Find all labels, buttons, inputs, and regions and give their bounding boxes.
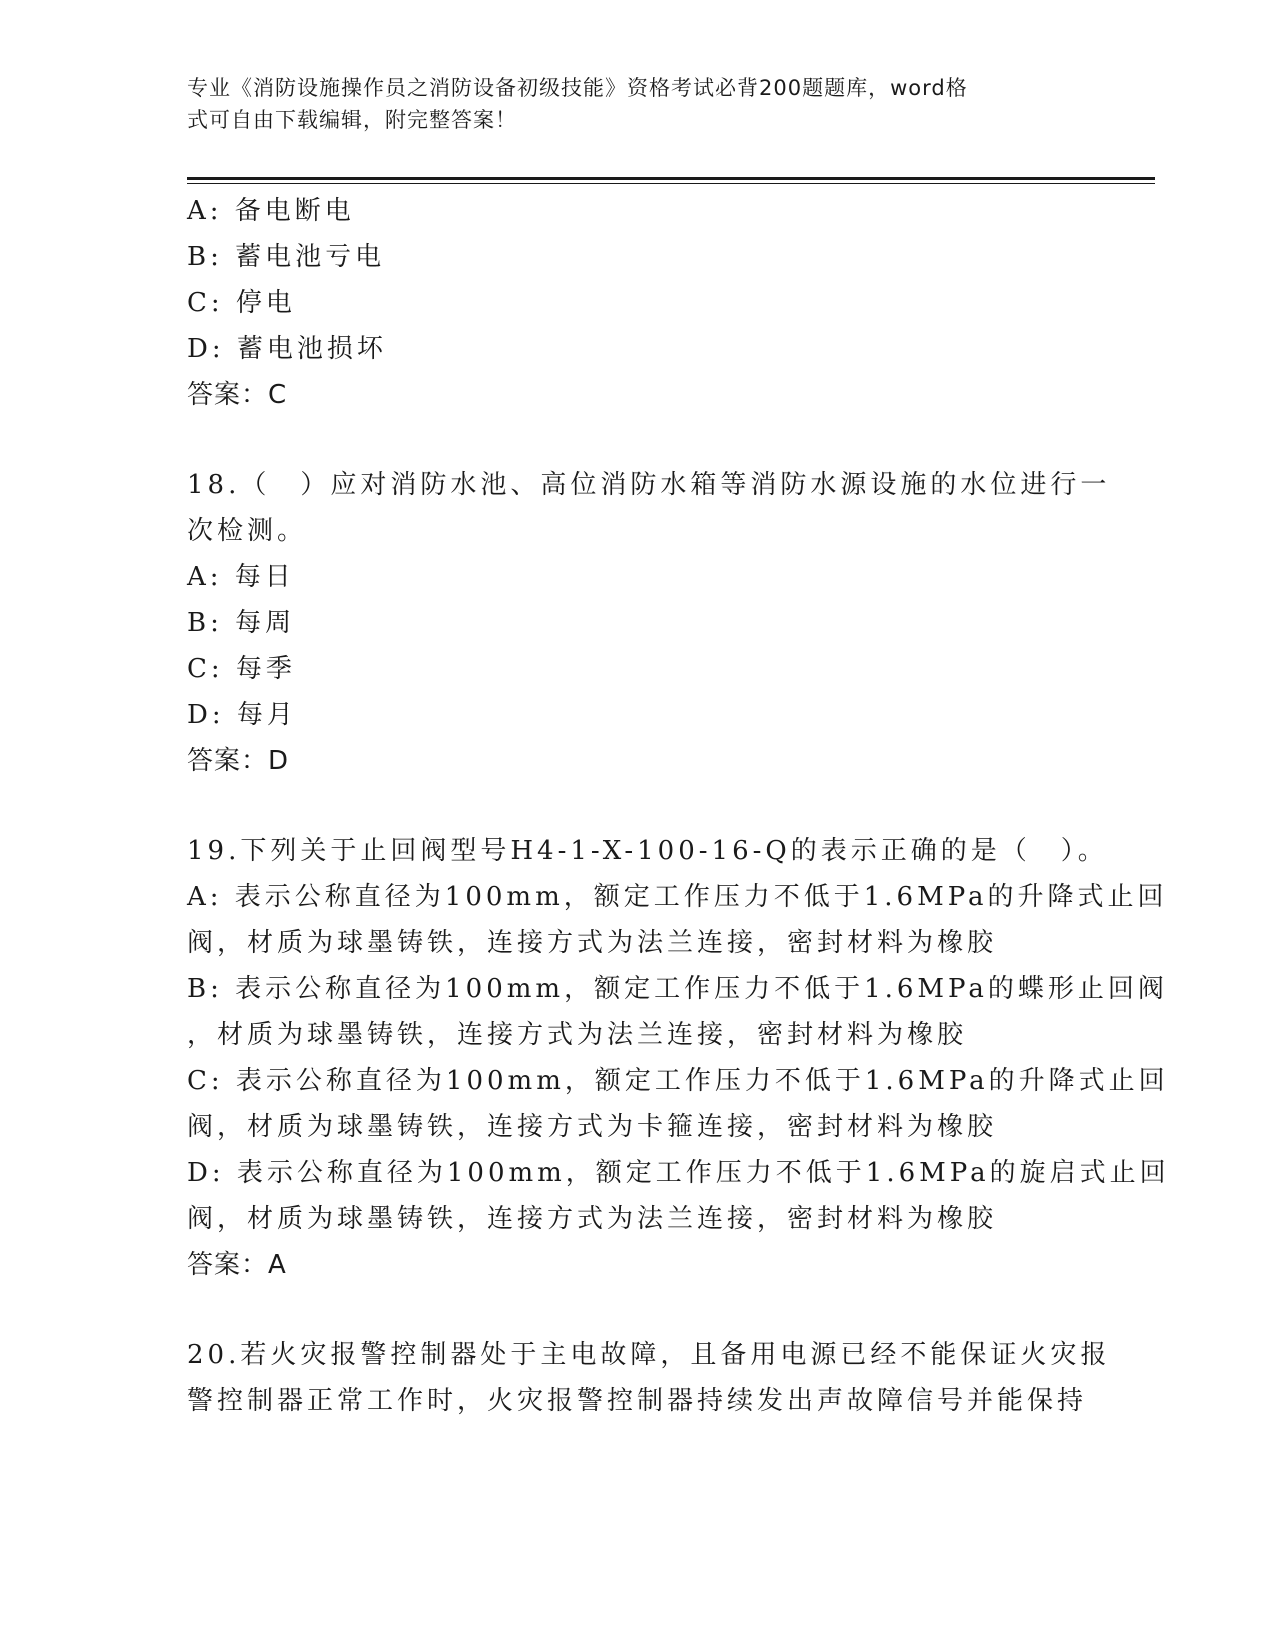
q18-option-c: C: 每季: [187, 654, 296, 684]
header-line-2: 式可自由下载编辑，附完整答案！: [187, 108, 517, 132]
q19-option-b-line-1: B: 表示公称直径为100mm，额定工作压力不低于1.6MPa的蝶形止回阀: [187, 974, 1168, 1004]
q19-option-d-line-1: D: 表示公称直径为100mm，额定工作压力不低于1.6MPa的旋启式止回: [187, 1158, 1170, 1188]
document-header: [187, 72, 1067, 136]
q18-stem-line-2: 次检测。: [187, 516, 308, 546]
q19-option-d-line-2: 阀，材质为球墨铸铁，连接方式为法兰连接，密封材料为橡胶: [187, 1204, 998, 1234]
q19-stem: 19.下列关于止回阀型号H4-1-X-100-16-Q的表示正确的是（ ）。: [187, 836, 1108, 866]
q18-option-a: A: 每日: [187, 562, 295, 592]
q18-option-d: D: 每月: [187, 700, 297, 730]
q17-option-c: C: 停电: [187, 288, 296, 318]
q20-stem-line-1: 20.若火灾报警控制器处于主电故障，且备用电源已经不能保证火灾报: [187, 1340, 1111, 1370]
q19-option-a-line-1: A: 表示公称直径为100mm，额定工作压力不低于1.6MPa的升降式止回: [187, 882, 1168, 912]
q18-option-b: B: 每周: [187, 608, 296, 638]
question-content: [187, 188, 1170, 1424]
q17-option-b: B: 蓄电池亏电: [187, 242, 386, 272]
q17-option-d: D: 蓄电池损坏: [187, 334, 387, 364]
q19-option-b-line-2: ，材质为球墨铸铁，连接方式为法兰连接，密封材料为橡胶: [187, 1020, 968, 1050]
q18-answer: 答案：D: [187, 746, 290, 776]
q19-option-c-line-1: C: 表示公称直径为100mm，额定工作压力不低于1.6MPa的升降式止回: [187, 1066, 1169, 1096]
question-18: [187, 462, 1111, 784]
q19-answer: 答案：A: [187, 1250, 287, 1280]
q20-stem-line-2: 警控制器正常工作时，火灾报警控制器持续发出声故障信号并能保持: [187, 1386, 1088, 1416]
header-line-1: 专业《消防设施操作员之消防设备初级技能》资格考试必背200题题库，word格: [187, 76, 968, 100]
question-spacer: [187, 1288, 1087, 1332]
q18-stem-line-1: 18.（ ）应对消防水池、高位消防水箱等消防水源设施的水位进行一: [187, 470, 1111, 500]
q19-option-c-line-2: 阀，材质为球墨铸铁，连接方式为卡箍连接，密封材料为橡胶: [187, 1112, 998, 1142]
question-spacer: [187, 418, 1087, 462]
q17-answer: 答案：C: [187, 380, 288, 410]
question-17: [187, 188, 1087, 418]
question-20: [187, 1332, 1111, 1424]
header-divider-thin: [187, 183, 1155, 184]
header-divider-thick: [187, 177, 1155, 180]
q17-option-a: A: 备电断电: [187, 196, 355, 226]
q19-option-a-line-2: 阀，材质为球墨铸铁，连接方式为法兰连接，密封材料为橡胶: [187, 928, 998, 958]
question-spacer: [187, 784, 1087, 828]
question-19: [187, 828, 1170, 1288]
